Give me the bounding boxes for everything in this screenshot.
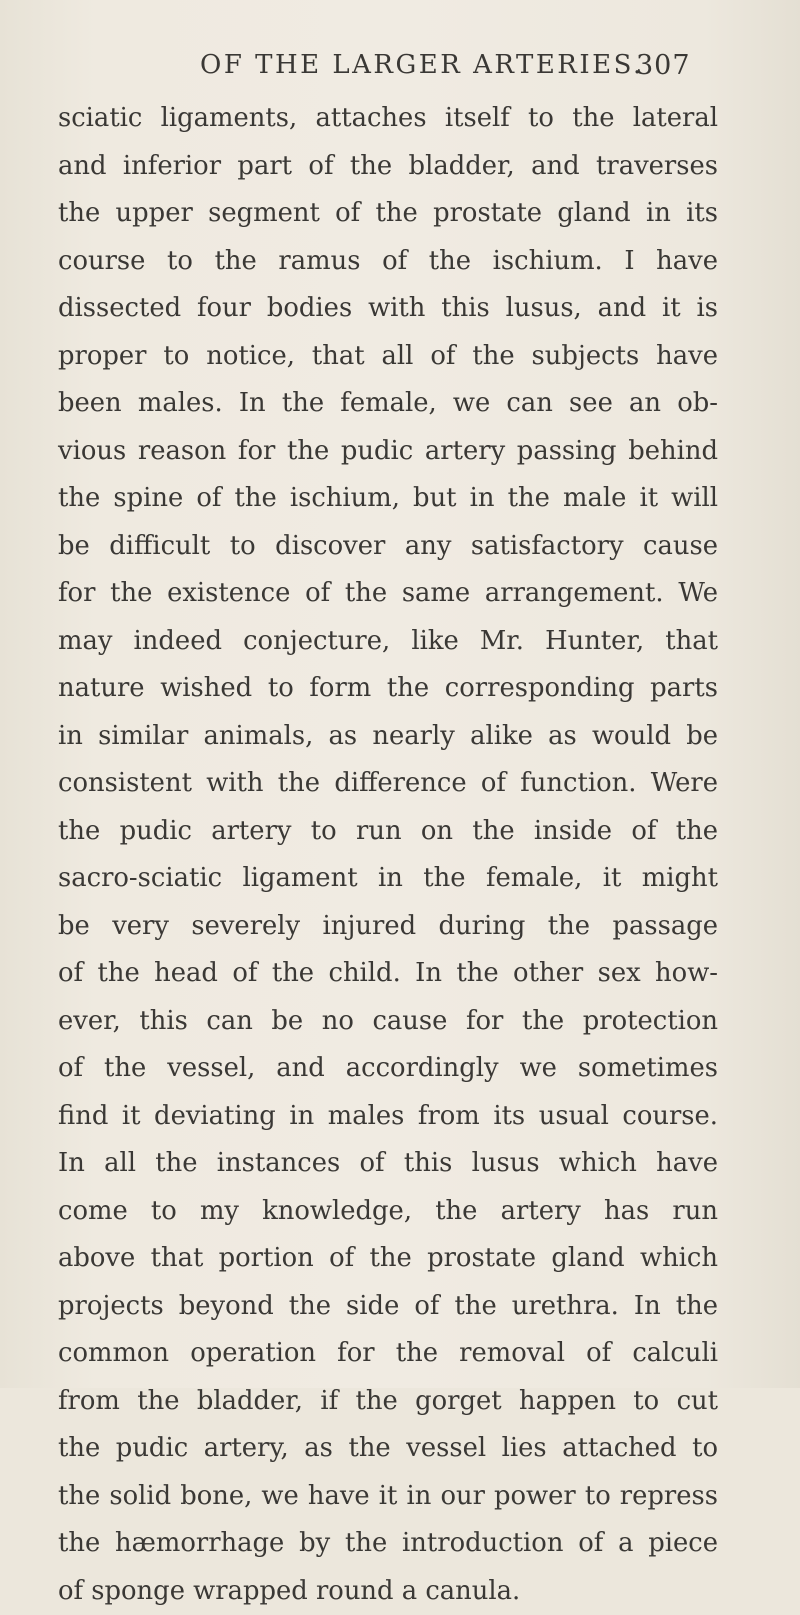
- text-line: be very severely injured during the passage: [58, 903, 718, 951]
- text-line: In all the instances of this lusus which have: [58, 1140, 718, 1188]
- text-line: projects beyond the side of the urethra. In the: [58, 1283, 718, 1331]
- text-line: sciatic ligaments, attaches itself to the lateral: [58, 95, 718, 143]
- text-line: of the head of the child. In the other sex how-: [58, 950, 718, 998]
- text-line: find it deviating in males from its usual course.: [58, 1093, 718, 1141]
- text-line: the pudic artery to run on the inside of the: [58, 808, 718, 856]
- text-line: of sponge wrapped round a canula.: [58, 1568, 718, 1615]
- text-line: vious reason for the pudic artery passing behind: [58, 428, 718, 476]
- text-line: the pudic artery, as the vessel lies attached to: [58, 1425, 718, 1473]
- text-line: may indeed conjecture, like Mr. Hunter, that: [58, 618, 718, 666]
- text-line: common operation for the removal of calculi: [58, 1330, 718, 1378]
- body-paragraph: [58, 95, 718, 1615]
- text-line: ever, this can be no cause for the protection: [58, 998, 718, 1046]
- text-line: sacro-sciatic ligament in the female, it might: [58, 855, 718, 903]
- text-line: be difficult to discover any satisfactory cause: [58, 523, 718, 571]
- text-line: from the bladder, if the gorget happen to cut: [58, 1378, 718, 1426]
- text-line: in similar animals, as nearly alike as would be: [58, 713, 718, 761]
- running-title: OF THE LARGER ARTERIES.: [200, 50, 644, 80]
- text-line: come to my knowledge, the artery has run: [58, 1188, 718, 1236]
- text-line: course to the ramus of the ischium. I have: [58, 238, 718, 286]
- text-line: nature wished to form the corresponding parts: [58, 665, 718, 713]
- text-line: for the existence of the same arrangement. We: [58, 570, 718, 618]
- text-line: the upper segment of the prostate gland in its: [58, 190, 718, 238]
- text-line: been males. In the female, we can see an ob-: [58, 380, 718, 428]
- text-line: dissected four bodies with this lusus, and it is: [58, 285, 718, 333]
- text-line: consistent with the difference of function. Were: [58, 760, 718, 808]
- page-header: [0, 50, 800, 90]
- text-line: of the vessel, and accordingly we sometimes: [58, 1045, 718, 1093]
- text-line: the hæmorrhage by the introduction of a piece: [58, 1520, 718, 1568]
- page-number: 307: [636, 50, 691, 81]
- text-line: above that portion of the prostate gland which: [58, 1235, 718, 1283]
- text-line: the spine of the ischium, but in the male it will: [58, 475, 718, 523]
- text-line: proper to notice, that all of the subjects have: [58, 333, 718, 381]
- text-line: and inferior part of the bladder, and traverses: [58, 143, 718, 191]
- text-line: the solid bone, we have it in our power to repress: [58, 1473, 718, 1521]
